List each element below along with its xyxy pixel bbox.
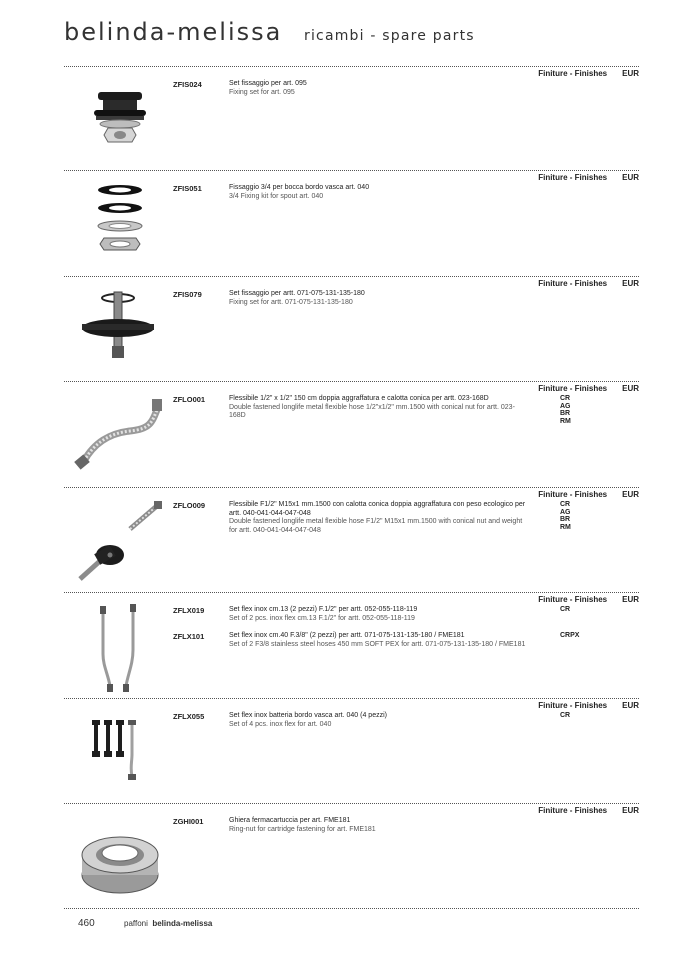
finishes-header: Finiture - Finishes xyxy=(538,806,608,815)
product-description xyxy=(229,184,529,201)
product-code: ZFIS024 xyxy=(173,80,202,89)
product-section xyxy=(64,276,639,382)
description-it: Flessibile 1/2" x 1/2" 150 cm doppia aggraffatura e calotta conica per artt. 023-168D xyxy=(229,395,489,402)
finish-code: BR xyxy=(560,516,571,523)
finish-code: RM xyxy=(560,523,571,531)
description-it: Flessibile F1/2" M15x1 mm.1500 con calotta conica doppia aggraffatura con peso ecologico per artt. 040-041-044-047-048 xyxy=(229,501,526,517)
currency-header: EUR xyxy=(622,173,639,182)
footer-brand xyxy=(124,919,212,928)
finish-codes xyxy=(560,712,570,720)
dotted-divider xyxy=(64,592,639,593)
finishes-header: Finiture - Finishes xyxy=(538,701,608,710)
currency-header: EUR xyxy=(622,595,639,604)
column-header xyxy=(538,384,639,393)
description-en: Double fastened longlife metal flexible hose F1/2" M15x1 mm.1500 with conical nut and weight for artt. 040-041-044-047-048 xyxy=(229,518,523,534)
description-en: 3/4 Fixing kit for spout art. 040 xyxy=(229,192,324,200)
description-en: Fixing set for artt. 071-075-131-135-180 xyxy=(229,298,353,306)
product-description xyxy=(229,290,529,307)
product-description xyxy=(229,712,529,729)
column-header xyxy=(538,69,639,78)
column-header xyxy=(538,595,639,604)
finish-code: CR xyxy=(560,395,571,402)
column-header xyxy=(538,806,639,815)
product-description xyxy=(229,817,529,834)
footer-collection: belinda-melissa xyxy=(152,919,213,928)
description-en: Ring-nut for cartridge fastening for art. FME181 xyxy=(229,825,376,833)
product-description xyxy=(229,501,529,535)
column-header xyxy=(538,173,639,182)
ring-nut-image xyxy=(70,815,170,905)
finish-code: BR xyxy=(560,410,571,417)
finishes-header: Finiture - Finishes xyxy=(538,384,608,393)
description-en: Set of 2 pcs. inox flex cm.13 F.1/2" for artt. 052-055-118-119 xyxy=(229,614,415,622)
description-it: Set flex inox cm.13 (2 pezzi) F.1/2" per artt. 052-055-118-119 xyxy=(229,606,418,613)
dotted-divider xyxy=(64,66,639,67)
finish-codes xyxy=(560,501,571,531)
description-it: Ghiera fermacartuccia per art. FME181 xyxy=(229,817,351,824)
inox-flex-battery-image xyxy=(70,710,170,800)
product-description xyxy=(229,80,529,97)
description-en: Fixing set for art. 095 xyxy=(229,88,295,96)
description-it: Set fissaggio per art. 095 xyxy=(229,80,307,87)
product-section xyxy=(64,487,639,593)
fixing-set-bracket-image xyxy=(70,288,170,378)
dotted-divider xyxy=(64,276,639,277)
description-it: Set fissaggio per artt. 071-075-131-135-180 xyxy=(229,290,365,297)
product-code: ZFLX019 xyxy=(173,606,205,615)
product-section xyxy=(64,170,639,276)
finish-code: AG xyxy=(560,508,571,516)
finish-code: CR xyxy=(560,606,571,613)
finishes-header: Finiture - Finishes xyxy=(538,490,608,499)
product-description xyxy=(229,632,529,649)
dotted-divider xyxy=(64,381,639,382)
flexible-hose-image xyxy=(70,393,170,483)
product-section xyxy=(64,803,639,909)
product-section xyxy=(64,66,639,172)
flexible-hose-weight-image xyxy=(70,499,170,589)
description-en: Set of 4 pcs. inox flex for art. 040 xyxy=(229,720,332,728)
page-subtitle: ricambi - spare parts xyxy=(304,28,475,44)
page-number: 460 xyxy=(78,918,95,929)
finish-code: CRPX xyxy=(560,632,580,639)
description-it: Set flex inox batteria bordo vasca art. 040 (4 pezzi) xyxy=(229,712,387,719)
finish-code: AG xyxy=(560,402,571,410)
footer-company: paffoni xyxy=(124,919,148,928)
product-section xyxy=(64,592,639,698)
dotted-divider xyxy=(64,698,639,699)
currency-header: EUR xyxy=(622,490,639,499)
description-it: Fissaggio 3/4 per bocca bordo vasca art. 040 xyxy=(229,184,370,191)
dotted-divider xyxy=(64,803,639,804)
product-code: ZFLX055 xyxy=(173,712,205,721)
description-it: Set flex inox cm.40 F.3/8" (2 pezzi) per artt. 071-075-131-135-180 / FME181 xyxy=(229,632,465,639)
product-description xyxy=(229,395,529,421)
finishes-header: Finiture - Finishes xyxy=(538,69,608,78)
fixing-kit-image xyxy=(70,182,170,272)
finish-code: CR xyxy=(560,712,571,719)
column-header xyxy=(538,279,639,288)
dotted-divider xyxy=(64,908,639,909)
product-description xyxy=(229,606,529,623)
description-en: Double fastened longlife metal flexible hose 1/2"x1/2" mm.1500 with conical nut for artt. 023-168D xyxy=(229,403,515,419)
currency-header: EUR xyxy=(622,69,639,78)
inox-flex-set-image xyxy=(70,604,170,694)
brand-title: belinda-melissa xyxy=(64,18,283,46)
finish-code: CR xyxy=(560,501,571,508)
product-code: ZFIS051 xyxy=(173,184,202,193)
dotted-divider xyxy=(64,487,639,488)
finishes-header: Finiture - Finishes xyxy=(538,173,608,182)
currency-header: EUR xyxy=(622,384,639,393)
finish-code: RM xyxy=(560,417,571,425)
product-code: ZFIS079 xyxy=(173,290,202,299)
product-code: ZFLX101 xyxy=(173,632,205,641)
finishes-header: Finiture - Finishes xyxy=(538,595,608,604)
dotted-divider xyxy=(64,170,639,171)
currency-header: EUR xyxy=(622,806,639,815)
product-section xyxy=(64,381,639,487)
page-header xyxy=(64,18,664,54)
description-en: Set of 2 F3/8 stainless steel hoses 450 mm SOFT PEX for artt. 071-075-131-135-180 / FME181 xyxy=(229,640,526,648)
product-section xyxy=(64,698,639,804)
currency-header: EUR xyxy=(622,701,639,710)
fixing-set-image xyxy=(70,78,170,168)
product-code: ZFLO001 xyxy=(173,395,206,404)
product-code: ZFLO009 xyxy=(173,501,206,510)
finish-codes xyxy=(560,606,570,614)
finish-codes xyxy=(560,395,571,425)
currency-header: EUR xyxy=(622,279,639,288)
finishes-header: Finiture - Finishes xyxy=(538,279,608,288)
product-code: ZGHI001 xyxy=(173,817,204,826)
finish-codes xyxy=(560,632,579,640)
column-header xyxy=(538,701,639,710)
column-header xyxy=(538,490,639,499)
